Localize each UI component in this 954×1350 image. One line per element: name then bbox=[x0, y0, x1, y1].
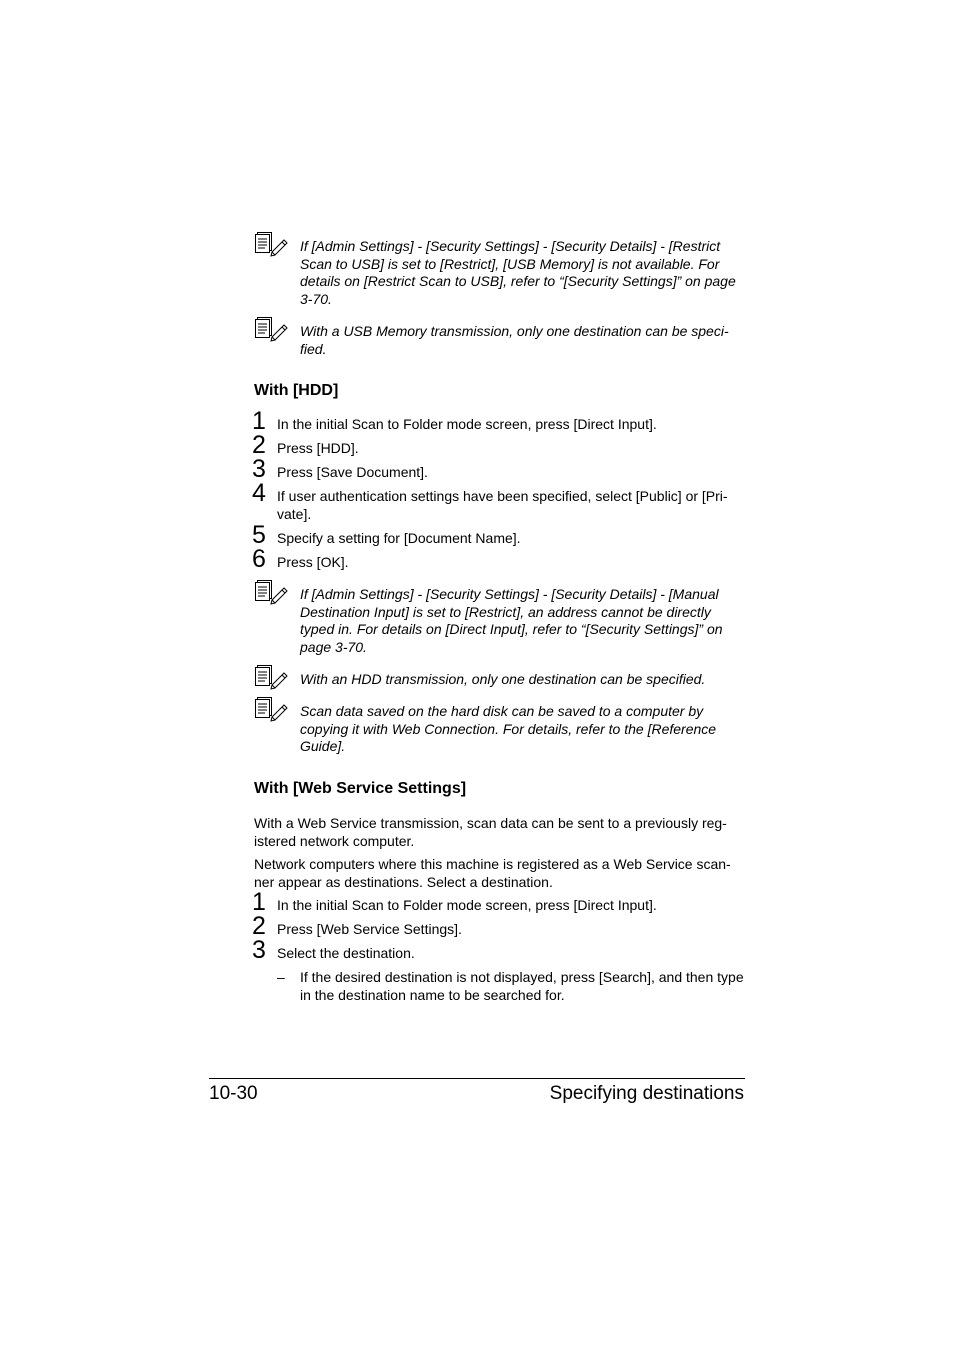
step-item bbox=[252, 455, 746, 483]
step-number: 3 bbox=[252, 936, 266, 964]
sub-bullet bbox=[277, 969, 746, 1004]
step-number: 4 bbox=[252, 479, 266, 507]
step-text: If user authentication settings have been specified, select [Public] or [Pri-vate]. bbox=[277, 488, 728, 522]
step-text: Press [Save Document]. bbox=[277, 464, 428, 480]
step-item bbox=[252, 912, 746, 940]
step-item bbox=[252, 407, 746, 435]
step-text: Press [OK]. bbox=[277, 554, 349, 570]
step-number: 1 bbox=[252, 888, 266, 916]
body-paragraph: With a Web Service transmission, scan data can be sent to a previously reg-istered network computer. bbox=[254, 815, 727, 849]
note-block bbox=[254, 232, 746, 308]
sub-bullet-text: If the desired destination is not displayed, press [Search], and then type in the destination name to be searched for. bbox=[300, 969, 744, 1003]
step-text: In the initial Scan to Folder mode screen, press [Direct Input]. bbox=[277, 897, 657, 913]
note-block bbox=[254, 697, 746, 756]
step-number: 5 bbox=[252, 521, 266, 549]
note-pencil-icon bbox=[254, 697, 290, 723]
step-text: Select the destination. bbox=[277, 945, 415, 961]
step-number: 2 bbox=[252, 431, 266, 459]
note-text: With a USB Memory transmission, only one destination can be speci-fied. bbox=[300, 323, 729, 357]
section-heading-hdd: With [HDD] bbox=[254, 382, 339, 399]
step-item bbox=[252, 521, 746, 549]
step-item bbox=[252, 431, 746, 459]
note-pencil-icon bbox=[254, 580, 290, 606]
note-block bbox=[254, 580, 746, 656]
section-heading-web-service: With [Web Service Settings] bbox=[254, 780, 467, 797]
note-text: If [Admin Settings] - [Security Settings] - [Security Details] - [Manual Destination Input] is set to [Restrict], an address cannot be directly typed in. For details on [Direct Input], refer to “[Security Settings]” on page 3-70. bbox=[300, 586, 723, 655]
note-pencil-icon bbox=[254, 232, 290, 258]
footer-section-title: Specifying destinations bbox=[549, 1083, 744, 1104]
step-item bbox=[252, 936, 746, 964]
step-text: Press [HDD]. bbox=[277, 440, 359, 456]
note-text: If [Admin Settings] - [Security Settings] - [Security Details] - [Restrict Scan to USB] is set to [Restrict], [USB Memory] is not available. For details on [Restrict Scan to USB], refer to “[Security Settings]” on page 3-70. bbox=[300, 238, 736, 307]
note-block bbox=[254, 665, 746, 689]
step-item bbox=[252, 545, 746, 573]
step-number: 2 bbox=[252, 912, 266, 940]
step-item bbox=[252, 479, 746, 523]
note-block bbox=[254, 317, 746, 358]
note-text: With an HDD transmission, only one destination can be specified. bbox=[300, 671, 706, 687]
step-text: Press [Web Service Settings]. bbox=[277, 921, 462, 937]
note-pencil-icon bbox=[254, 317, 290, 343]
dash-bullet: – bbox=[277, 969, 285, 985]
note-text: Scan data saved on the hard disk can be saved to a computer by copying it with Web Connection. For details, refer to the [Reference Guide]. bbox=[300, 703, 717, 755]
page-number: 10-30 bbox=[209, 1083, 258, 1104]
step-text: In the initial Scan to Folder mode screen, press [Direct Input]. bbox=[277, 416, 657, 432]
body-paragraph: Network computers where this machine is registered as a Web Service scan-ner appear as destinations. Select a destination. bbox=[254, 856, 731, 890]
step-number: 1 bbox=[252, 407, 266, 435]
step-number: 6 bbox=[252, 545, 266, 573]
step-number: 3 bbox=[252, 455, 266, 483]
step-text: Specify a setting for [Document Name]. bbox=[277, 530, 521, 546]
footer-divider bbox=[209, 1078, 745, 1079]
note-pencil-icon bbox=[254, 665, 290, 691]
step-item bbox=[252, 888, 746, 916]
